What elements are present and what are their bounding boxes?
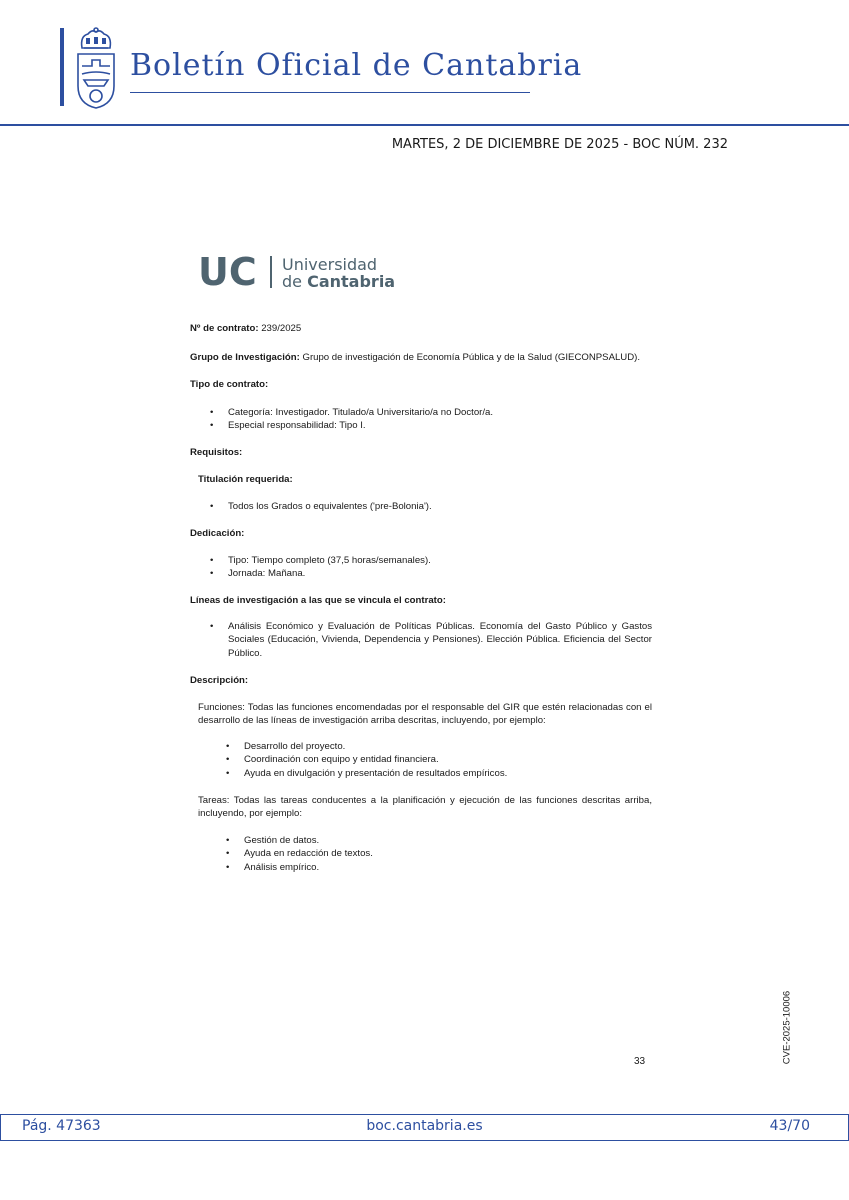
cve-code: CVE-2025-10006 bbox=[781, 990, 793, 1065]
footer-site-link[interactable]: boc.cantabria.es bbox=[366, 1118, 483, 1134]
functions-list bbox=[190, 740, 652, 780]
list-item: • Categoría: Investigador. Titulado/a Universitario/a no Doctor/a. bbox=[190, 406, 652, 419]
contract-label: Nº de contrato: bbox=[190, 323, 259, 334]
list-item: • Desarrollo del proyecto. bbox=[190, 740, 652, 753]
bulletin-title: Boletín Oficial de Cantabria bbox=[130, 48, 583, 83]
description-heading: Descripción: bbox=[190, 675, 249, 686]
cantabria-crest-icon bbox=[72, 26, 120, 110]
list-item: • Gestión de datos. bbox=[190, 834, 652, 847]
uc-logo-line2-strong: Cantabria bbox=[307, 272, 396, 291]
uc-logo-line1: Universidad bbox=[282, 255, 378, 274]
tasks-list bbox=[190, 834, 652, 874]
footer-page: Pág. 47363 bbox=[22, 1118, 101, 1134]
tasks-paragraph: Tareas: Todas las tareas conducentes a la planificación y ejecución de las funciones descritas arriba, incluyendo, por ejemplo: bbox=[198, 795, 652, 820]
list-item: • Coordinación con equipo y entidad financiera. bbox=[190, 753, 652, 766]
degree-list bbox=[190, 500, 652, 513]
uc-logo-mark: UC bbox=[198, 252, 257, 292]
header-accent-bar bbox=[60, 28, 64, 106]
requirements-heading: Requisitos: bbox=[190, 447, 243, 458]
list-item: • Jornada: Mañana. bbox=[190, 567, 652, 580]
uc-logo-line2-prefix: de bbox=[282, 272, 308, 291]
list-item: • Ayuda en redacción de textos. bbox=[190, 847, 652, 860]
dedication-list bbox=[190, 554, 652, 581]
contract-number bbox=[190, 322, 652, 335]
contract-type-list bbox=[190, 406, 652, 433]
issue-date-line: MARTES, 2 DE DICIEMBRE DE 2025 - BOC NÚM. 232 bbox=[391, 137, 728, 152]
group-label: Grupo de Investigación: bbox=[190, 352, 300, 363]
contract-type-heading: Tipo de contrato: bbox=[190, 379, 269, 390]
list-item: • Tipo: Tiempo completo (37,5 horas/semanales). bbox=[190, 554, 652, 567]
research-lines-list bbox=[190, 620, 652, 660]
degree-heading: Titulación requerida: bbox=[198, 474, 293, 485]
universidad-cantabria-logo bbox=[198, 252, 408, 292]
list-item: • Especial responsabilidad: Tipo I. bbox=[190, 419, 652, 432]
header-divider bbox=[0, 124, 849, 126]
dedication-heading: Dedicación: bbox=[190, 528, 245, 539]
title-underline bbox=[130, 92, 530, 93]
svg-text:de Cantabria bbox=[282, 272, 395, 291]
footer-page-count: 43/70 bbox=[769, 1118, 810, 1134]
contract-value: 239/2025 bbox=[258, 323, 302, 334]
functions-paragraph: Funciones: Todas las funciones encomendadas por el responsable del GIR que estén relacionadas con el desarrollo de las líneas de investigación arriba descritas, incluyendo, por ejemplo: bbox=[198, 702, 652, 727]
document-page-number: 33 bbox=[634, 1056, 646, 1067]
group-value: Grupo de investigación de Economía Pública y de la Salud (GIECONPSALUD). bbox=[299, 352, 641, 363]
list-item: • Análisis empírico. bbox=[190, 861, 652, 874]
list-item: • Análisis Económico y Evaluación de Políticas Públicas. Economía del Gasto Público y Gastos Sociales (Educación, Vivienda, Dependencia y Pensiones). Elección Pública. Eficiencia del Sector Público. bbox=[190, 620, 652, 660]
research-lines-heading: Líneas de investigación a las que se vincula el contrato: bbox=[190, 595, 446, 606]
list-item: • Ayuda en divulgación y presentación de resultados empíricos. bbox=[190, 767, 652, 780]
list-item: • Todos los Grados o equivalentes ('pre-Bolonia'). bbox=[190, 500, 652, 513]
research-group bbox=[190, 351, 652, 364]
